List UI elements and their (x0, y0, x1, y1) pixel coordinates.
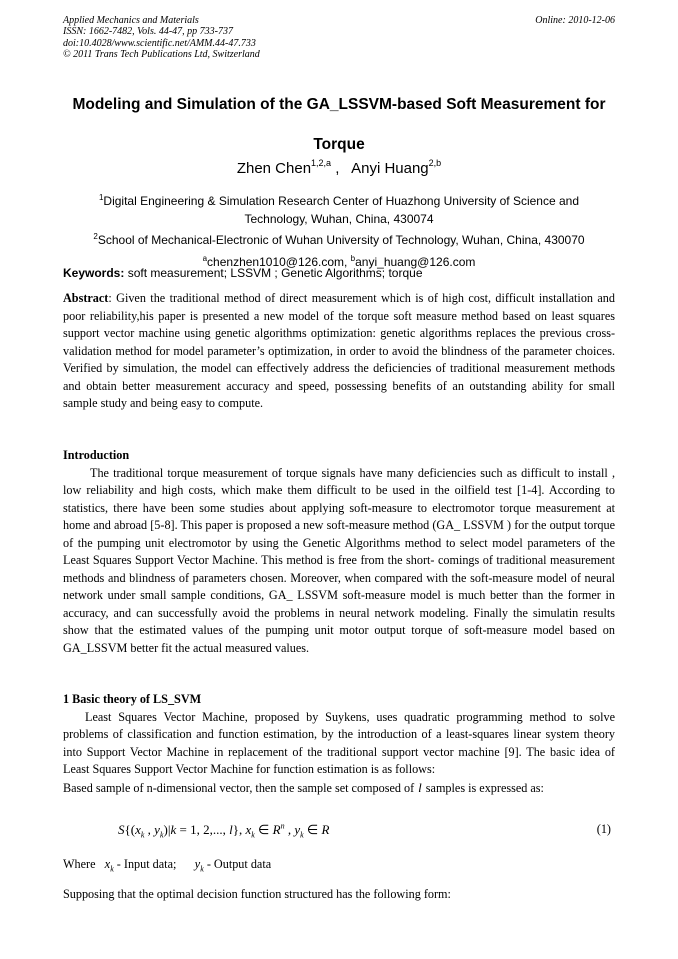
keywords-label: Keywords: (63, 266, 125, 280)
title-line-2: Torque (313, 136, 365, 153)
sample-set-sentence (63, 779, 615, 798)
title-line-1: Modeling and Simulation of the GA_LSSVM-based Soft Measurement for (72, 96, 606, 113)
section-1-heading: 1 Basic theory of LS_SVM (63, 692, 202, 706)
author-1-affiliation-marker: 1,2,a (311, 158, 332, 168)
equation-1 (118, 822, 615, 840)
author-2-affiliation-marker: 2,b (428, 158, 442, 168)
keywords-text: soft measurement; LSSVM ; Genetic Algorithms; torque (124, 266, 423, 280)
journal-copyright: © 2011 Trans Tech Publications Ltd, Switzerland (63, 49, 260, 61)
affiliations (60, 189, 618, 271)
journal-name: Applied Mechanics and Materials (63, 15, 199, 26)
author-1-name: Zhen Chen (236, 160, 312, 177)
author-list (0, 158, 678, 177)
affiliation-1-line-2: Technology, Wuhan, China, 430074 (244, 211, 434, 226)
email-a-marker: a (202, 253, 208, 263)
equation-1-formula: $S\{(x_k$ , $y_k)|k = 1$, 2,..., l}, $x_k$ ∈ $R^n$ , $y_k$ ∈ R (118, 822, 330, 840)
paper-title (40, 85, 638, 165)
xk-symbol: $x_k$ (104, 857, 114, 874)
xk-definition: - Input data; (116, 857, 177, 871)
journal-header (63, 15, 615, 61)
yk-definition: - Output data (206, 857, 272, 871)
introduction-section (63, 447, 615, 657)
abstract-label: Abstract (63, 291, 109, 305)
email-b-marker: b (350, 253, 356, 263)
introduction-paragraph: The traditional torque measurement of torque signals have many deficiencies such as difficult to install , low reliability and high costs, which make them difficult to be used in the oilfield test [1-4]. According to statistics, there have been some studies about applying soft-measure to electromotor torque measurement at home and abroad [5-8]. This paper is proposed a new soft-measure method (GA_ LSSVM ) for the output torque of the pumping unit electromotor by using the Genetic Algorithms method to select model parameters of the Least Squares Support Vector Machine. This method is free from the short- comings of traditional measurement methods and blindness of parameters chosen. Moreover, when compared with the soft-measure model of neural network under small sample conditions, GA_ LSSVM soft-measure model is much better than the former in accuracy, and can successfully avoid the problems in neural network modeling. Finally the simulatin results show that the estimated values of the pumping unit motor output torque of soft-measure model based on GA_LSSVM better fit the actual measured values. (63, 465, 615, 655)
sample-count-variable: l (418, 779, 422, 795)
yk-symbol: $y_k$ (194, 857, 204, 874)
equation-1-number: (1) (596, 822, 611, 836)
where-label: Where (63, 857, 96, 871)
email-a[interactable]: chenzhen1010@126.com, (207, 254, 351, 269)
affiliation-1-marker: 1 (98, 193, 104, 202)
affiliation-1-line-1 (60, 189, 618, 211)
affiliation-1-text: Digital Engineering & Simulation Research Center of Huazhong University of Science and (103, 194, 580, 208)
author-2-name: Anyi Huang (351, 160, 429, 177)
author-separator: , (331, 160, 352, 177)
abstract-text: : Given the traditional method of direct measurement which is of high cost, difficult installation and poor reliability,his paper is presented a new model of the torque soft measure method based on least squares support vector machine using genetic algorithms optimization: genetic algorithms replaces the previous cross-validation method for model parameter’s optimization, in order to avoid the blindness of the parameter choices. Verified by simulation, the model can effectively address the deficiencies of traditional measurement methods and obtain better measurement accuracy and speed, possessing benefits of an outstanding ability for small sample study and being easy to compute. (63, 291, 615, 410)
journal-doi: doi:10.4028/www.scientific.net/AMM.44-47.733 (63, 37, 256, 49)
keywords (63, 266, 615, 280)
sample-sentence-end: samples is expressed as: (425, 780, 544, 795)
abstract (63, 290, 615, 413)
affiliation-2-text: School of Mechanical-Electronic of Wuhan University of Technology, Wuhan, China, 430070 (97, 233, 585, 247)
journal-issn: ISSN: 1662-7482, Vols. 44-47, pp 733-737 (63, 26, 233, 38)
section-1-paragraph: Least Squares Vector Machine, proposed by Suykens, uses quadratic programming method to solve problems of classification and function estimation, by the introduction of a least-squares linear system theory into Support Vector Machine in replacement of the traditional support vector machine [9]. The basic idea of Least Squares Support Vector Machine for function estimation is as follows: (63, 709, 615, 776)
affiliation-2 (60, 228, 618, 250)
decision-function-sentence: Supposing that the optimal decision function structured has the following form: (63, 887, 451, 901)
where-definitions (63, 857, 271, 874)
email-b[interactable]: anyi_huang@126.com (355, 254, 476, 269)
affiliation-2-marker: 2 (93, 232, 98, 241)
section-1 (63, 691, 615, 797)
introduction-heading: Introduction (63, 448, 130, 462)
sample-sentence-start: Based sample of n-dimensional vector, then the sample set composed of (63, 780, 415, 795)
online-date: Online: 2010-12-06 (535, 15, 615, 26)
